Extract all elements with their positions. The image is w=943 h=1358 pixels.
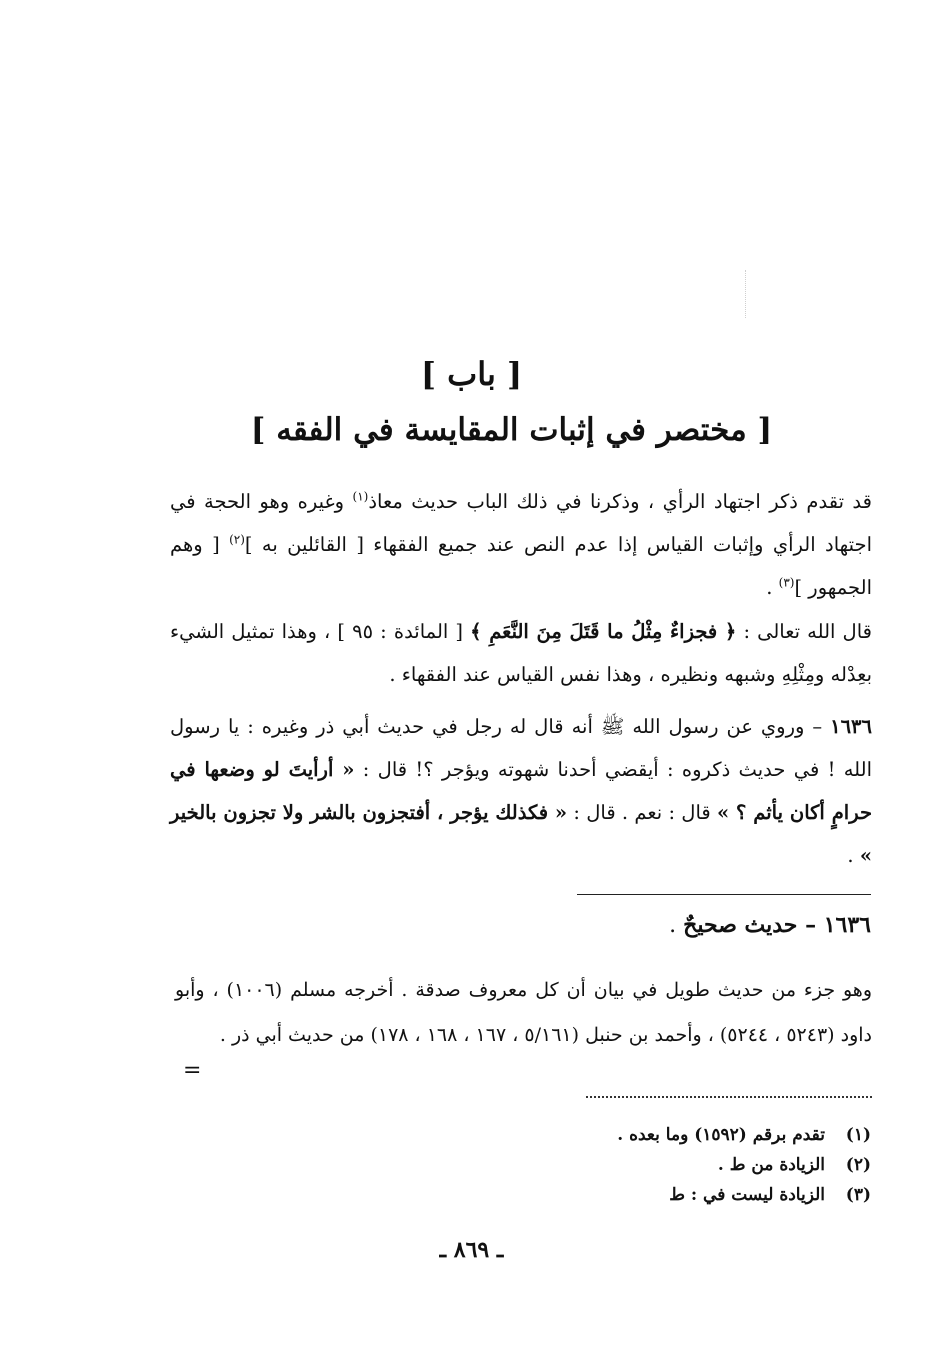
chapter-subtitle: [ مختصر في إثبات المقايسة في الفقه ] bbox=[250, 412, 773, 448]
verse-intro: قال الله تعالى : bbox=[736, 620, 872, 643]
hadith-quote-2: « فكذلك يؤجر ، أفتجزون بالشر ولا تجزون بالخير » bbox=[170, 801, 872, 867]
footnote-separator bbox=[577, 894, 871, 895]
continuation-mark: = bbox=[183, 1058, 202, 1083]
intro-text-a: قد تقدم ذكر اجتهاد الرأي ، وذكرنا في ذلك الباب حديث معاذ bbox=[368, 490, 872, 513]
footnote-item bbox=[617, 1120, 871, 1150]
hadith-grade-label: ١٦٣٦ – حديث صحيحٌ bbox=[683, 912, 871, 938]
footnote-ref-1: (١) bbox=[352, 489, 369, 504]
verse-citation: [ المائدة : ٩٥ ] bbox=[330, 620, 471, 643]
hadith-paragraph bbox=[170, 705, 872, 877]
footnote-item bbox=[617, 1150, 871, 1180]
footnote-number: (١) bbox=[845, 1125, 871, 1145]
hadith-quote-1: « أرأيتَ لو وضعها في حرامٍ أكان يأثم ؟ » bbox=[170, 758, 873, 824]
page-number: ـ ٨٦٩ ـ bbox=[439, 1237, 504, 1263]
hadith-text-c: . bbox=[847, 844, 860, 867]
quran-verse: ﴿ فجزاءٌ مِثْلُ ما قَتَلَ مِنَ النَّعَمِ ﴾ bbox=[470, 620, 737, 643]
hadith-text-a: – وروي عن رسول الله ﷺ أنه قال له رجل في حديث أبي ذر وغيره : يا رسول الله ! في حديث ذكروه : أيقضي أحدنا شهوته ويؤجر ؟! قال : bbox=[170, 715, 872, 781]
hadith-grade-dot: . bbox=[669, 913, 684, 938]
footnote-text: تقدم برقم (١٥٩٢) وما بعده . bbox=[617, 1125, 825, 1145]
footnote-number: (٣) bbox=[845, 1185, 871, 1205]
scan-artifact bbox=[745, 270, 748, 318]
chapter-title: [ باب ] bbox=[420, 355, 523, 393]
intro-text-b: وغيره وهو الحجة في اجتهاد الرأي وإثبات القياس إذا عدم النص عند جميع الفقهاء [ القائلين به ] bbox=[170, 490, 872, 556]
footnote-ref-2: (٢) bbox=[229, 532, 245, 547]
hadith-text-b: قال : نعم . قال : bbox=[567, 801, 717, 824]
footnote-text: الزيادة من ط . bbox=[717, 1155, 825, 1175]
intro-paragraph bbox=[170, 480, 872, 609]
footnote-item bbox=[617, 1180, 871, 1210]
hadith-grade bbox=[669, 912, 871, 938]
verse-commentary: ، وهذا تمثيل الشيء بعِدْله ومِثْلِهِ وشبهه ونظيره ، وهذا نفس القياس عند الفقهاء . bbox=[170, 620, 872, 686]
hadith-number: ١٦٣٦ bbox=[830, 715, 872, 738]
intro-text-c: [ وهم الجمهور ] bbox=[170, 533, 872, 599]
verse-paragraph bbox=[170, 610, 872, 696]
footnotes-list bbox=[617, 1120, 871, 1210]
takhrij-text: وهو جزء من حديث طويل في بيان أن كل معروف صدقة . أخرجه مسلم (١٠٠٦) ، وأبو داود (٥٢٤٣ ، ٥٢٤٤) ، وأحمد بن حنبل (٥/١٦١ ، ١٦٧ ، ١٦٨ ، ١٧٨) من حديث أبي ذر . bbox=[175, 979, 872, 1046]
footnote-number: (٢) bbox=[845, 1155, 871, 1175]
footnote-ref-3: (٣) bbox=[778, 575, 795, 590]
footnote-text: الزيادة ليست في : ط bbox=[669, 1185, 825, 1205]
notes-separator bbox=[586, 1096, 872, 1098]
intro-text-d: . bbox=[766, 576, 779, 599]
